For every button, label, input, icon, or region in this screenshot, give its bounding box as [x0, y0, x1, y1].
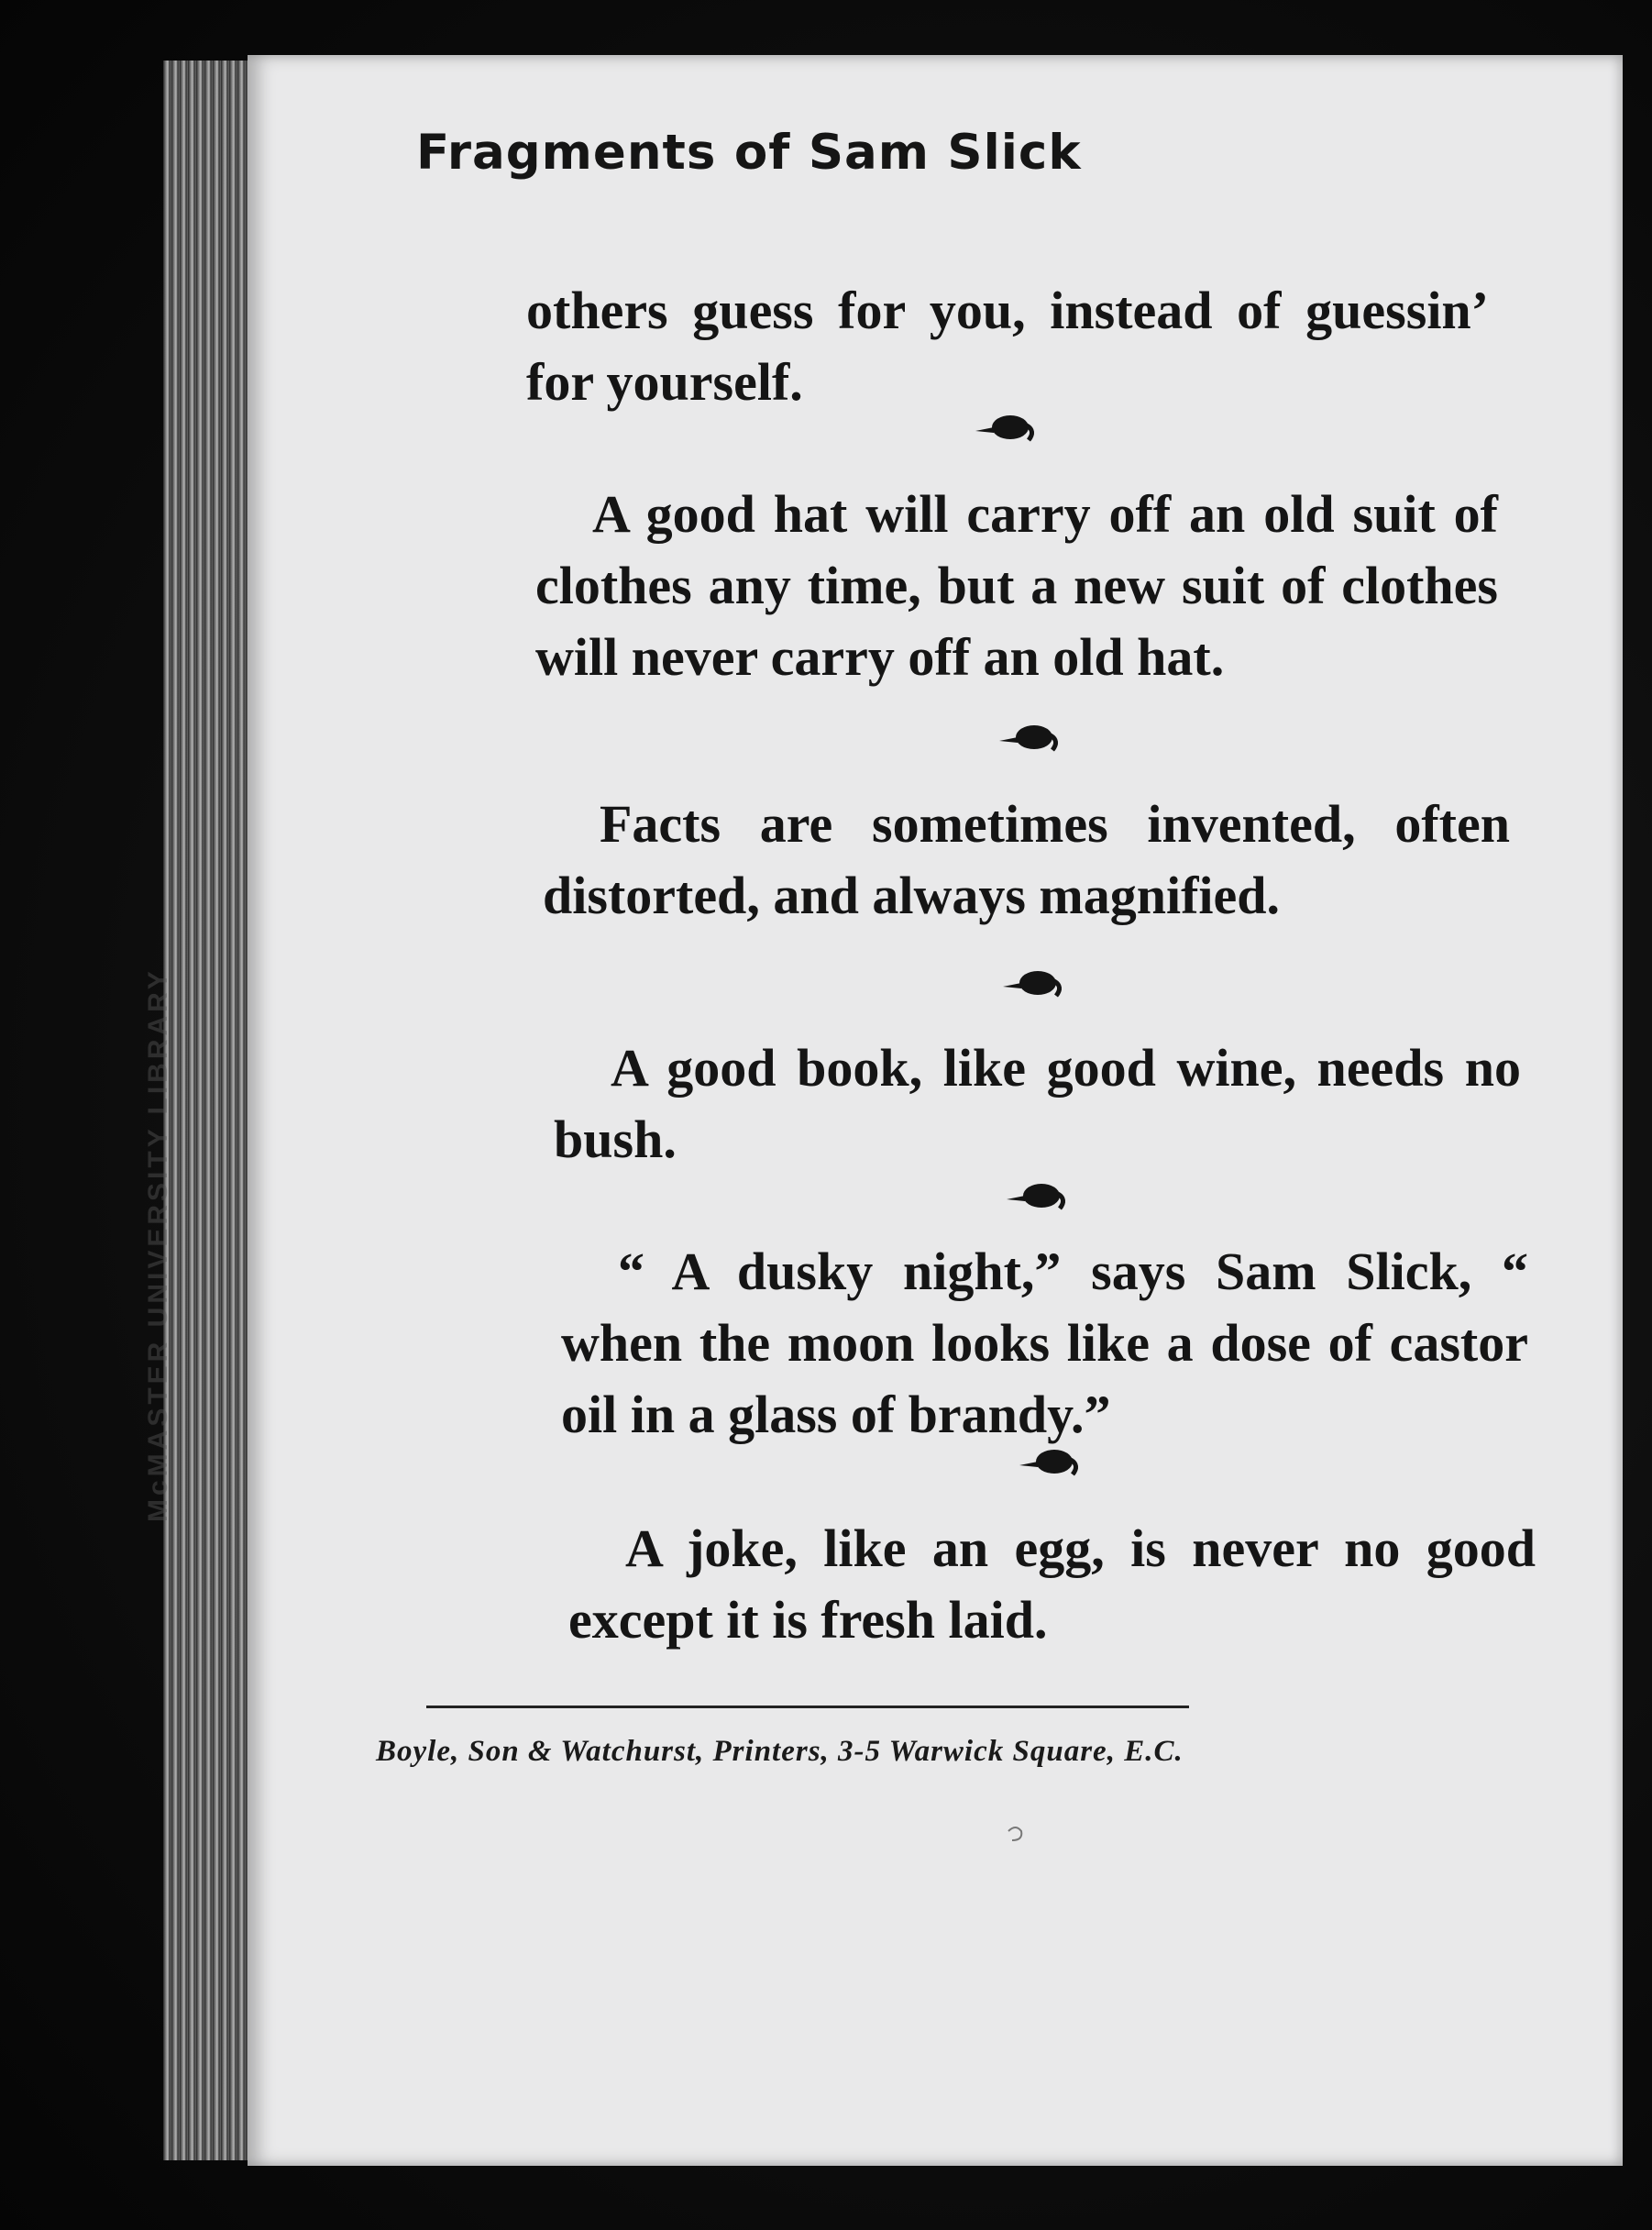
spine-library-stamp: McMASTER UNIVERSITY LIBRARY [143, 967, 173, 1522]
pointing-hand-fleuron-icon [1005, 1179, 1069, 1216]
passage-text: “ A dusky night,” says Sam Slick, “ when the moon looks like a dose of castor oil in a glass of brandy.” [561, 1242, 1528, 1444]
passage-joke [568, 1513, 1536, 1656]
pencil-mark-icon [1001, 1820, 1029, 1848]
pointing-hand-fleuron-icon [1018, 1445, 1082, 1482]
passage-dusky-night [561, 1236, 1528, 1451]
imprint-rule [426, 1706, 1189, 1708]
passage-facts [543, 789, 1510, 932]
passage-book [554, 1032, 1521, 1176]
passage-text: A good hat will carry off an old suit of clothes any time, but a new suit of clothes will never carry off an old hat. [535, 484, 1498, 687]
passage-text: others guess for you, instead of guessin’ for yourself. [526, 281, 1489, 412]
running-head: Fragments of Sam Slick [416, 125, 1082, 181]
passage-continuation [526, 275, 1489, 418]
pointing-hand-fleuron-icon [974, 411, 1038, 447]
book-page-edges [163, 61, 250, 2160]
pointing-hand-fleuron-icon [997, 721, 1062, 757]
passage-text: Facts are sometimes invented, often distorted, and always magnified. [543, 794, 1510, 925]
pointing-hand-fleuron-icon [1001, 966, 1065, 1003]
passage-text: A good book, like good wine, needs no bush. [554, 1038, 1521, 1169]
passage-text: A joke, like an egg, is never no good except it is fresh laid. [568, 1518, 1536, 1650]
passage-hat [535, 479, 1498, 693]
printer-imprint: Boyle, Son & Watchurst, Printers, 3-5 Warwick Square, E.C. [376, 1735, 1184, 1768]
